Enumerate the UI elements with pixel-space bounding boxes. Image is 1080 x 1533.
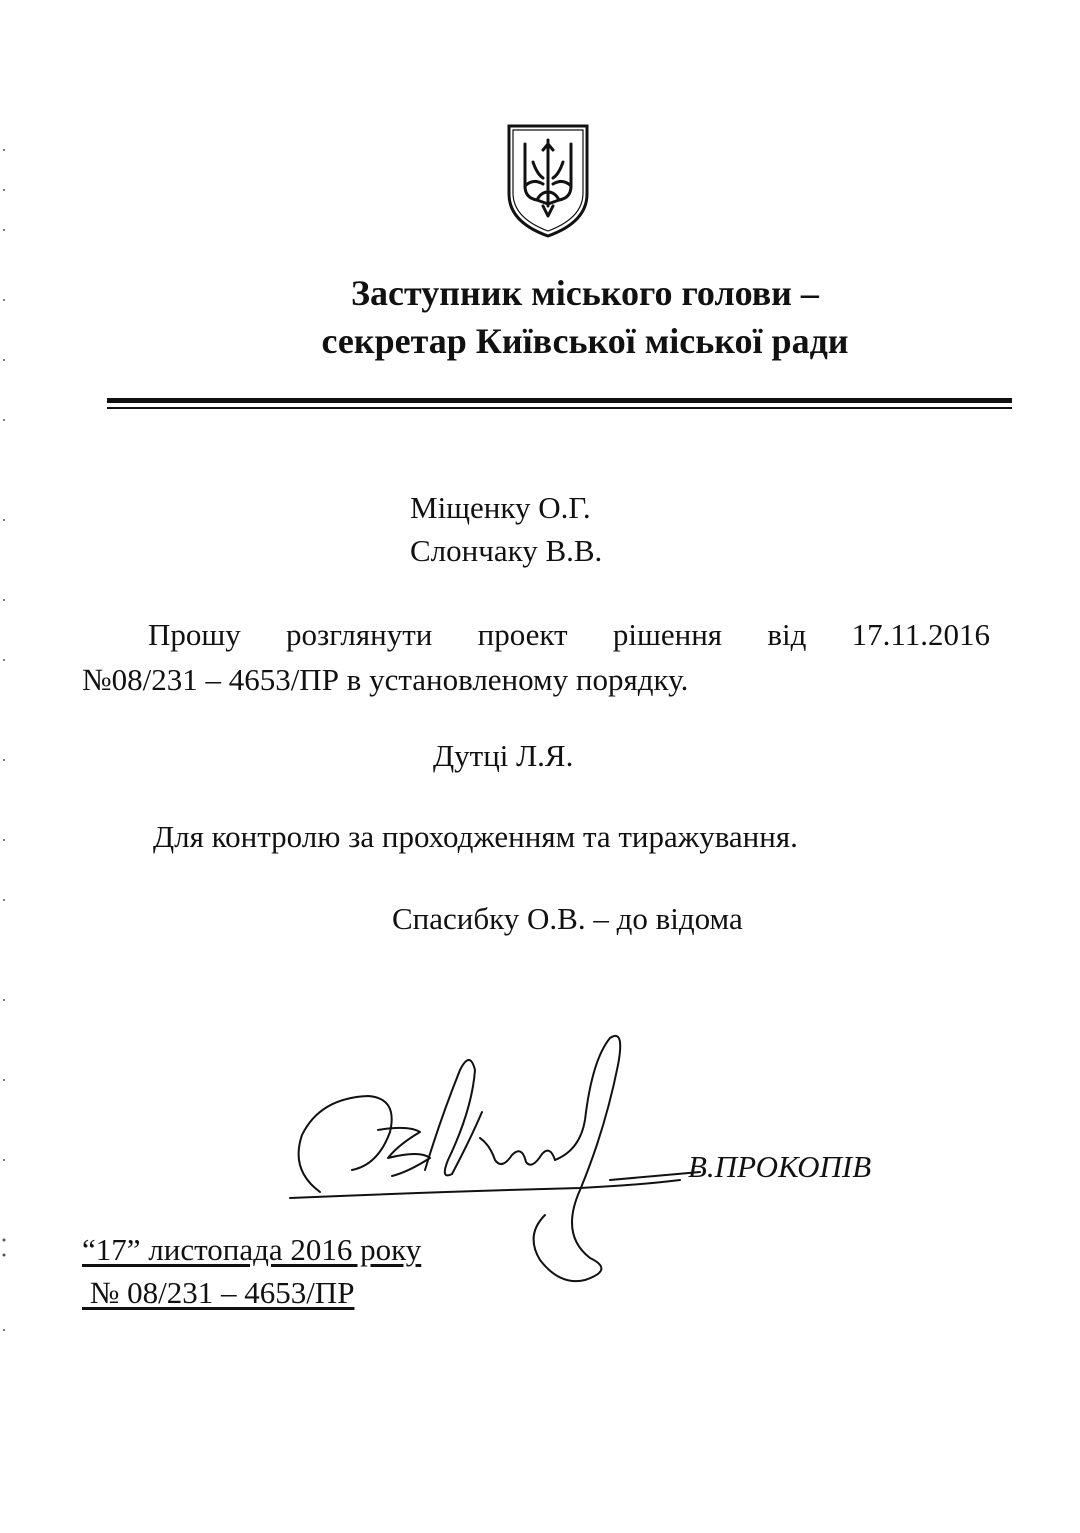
registration-number: № 08/231 – 4653/ПР	[82, 1275, 355, 1310]
addressee-2: Слончаку В.В.	[410, 533, 603, 568]
document-date: “17” листопада 2016 року	[82, 1232, 422, 1267]
addressee-3: Дутці Л.Я.	[433, 738, 574, 773]
header-title-line1: Заступник міського голови –	[351, 273, 819, 313]
request-paragraph	[82, 612, 990, 702]
header-rule-thin	[107, 407, 1012, 409]
request-line1: Прошу розглянути проект рішення від 17.11.2016	[148, 617, 990, 652]
trident-emblem-icon	[503, 122, 593, 240]
signer-name: В.ПРОКОПІВ	[688, 1149, 872, 1184]
request-line2: №08/231 – 4653/ПР в установленому порядку.	[82, 662, 689, 697]
fyi-note: Спасибку О.В. – до відома	[392, 901, 743, 936]
addressee-1: Міщенку О.Г.	[410, 490, 591, 525]
scan-margin-marks	[0, 0, 12, 1533]
control-note: Для контролю за проходженням та тиражування.	[153, 819, 798, 854]
header-rule-thick	[107, 398, 1012, 403]
header-title-line2: секретар Київської міської ради	[321, 321, 849, 361]
